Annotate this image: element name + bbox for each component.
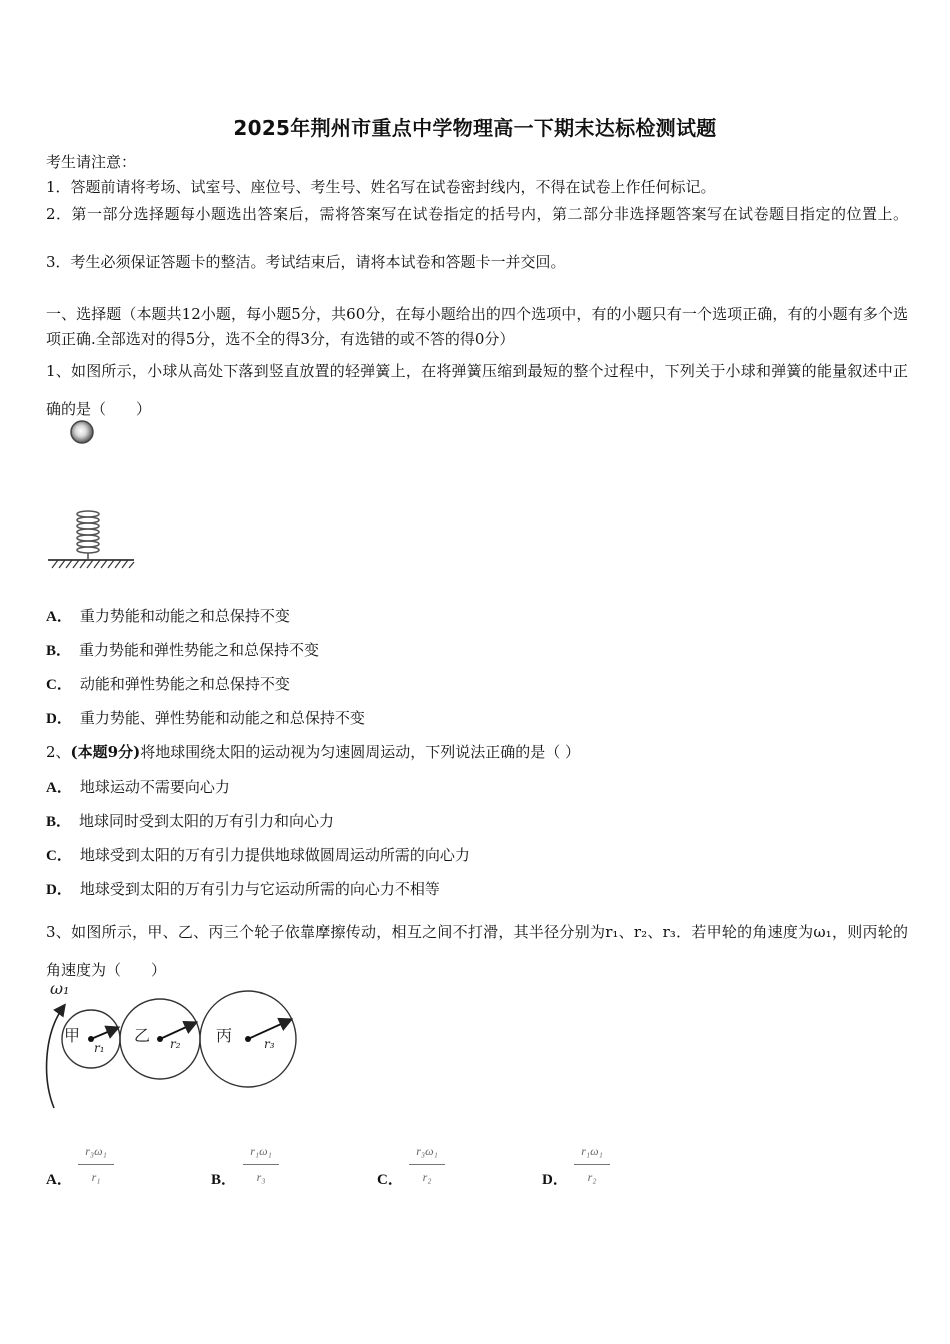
- fraction-numerator: r₁ω₁: [581, 1144, 603, 1158]
- spring-icon: [77, 511, 99, 559]
- option-label: B．: [46, 643, 72, 659]
- option-label: B．: [211, 1172, 237, 1188]
- option-label: B．: [46, 814, 72, 830]
- fraction-bar: [78, 1164, 114, 1165]
- wheel-yi: [120, 999, 200, 1079]
- option-label: A．: [46, 1172, 72, 1188]
- ball-icon: [71, 421, 93, 443]
- option-text: 地球受到太阳的万有引力与它运动所需的向心力不相等: [79, 880, 440, 898]
- q2-score: (本题9分): [70, 743, 141, 761]
- wheel-radius: r₁: [94, 1041, 105, 1055]
- option-text: 重力势能和弹性势能之和总保持不变: [79, 641, 320, 659]
- fraction-numerator: r₃ω₁: [85, 1144, 107, 1158]
- option-label: A．: [46, 780, 72, 796]
- option-label: C．: [46, 677, 72, 693]
- fraction-bar: [243, 1164, 279, 1165]
- fraction-bar: [574, 1164, 610, 1165]
- q3-option-b[interactable]: [211, 1142, 371, 1192]
- q2-number: 2、: [46, 743, 71, 761]
- q1-option-a[interactable]: [46, 606, 908, 627]
- ball-spring-figure: [44, 416, 140, 576]
- wheels-figure: [38, 978, 308, 1118]
- wheel-bing: [200, 991, 296, 1087]
- notice-heading: 考生请注意：: [46, 153, 137, 171]
- fraction-denominator: r₁: [91, 1170, 101, 1184]
- option-text: 重力势能、弹性势能和动能之和总保持不变: [79, 709, 365, 727]
- option-text: 动能和弹性势能之和总保持不变: [79, 675, 290, 693]
- option-label: D．: [46, 711, 72, 727]
- q2-option-a[interactable]: [46, 777, 908, 798]
- q2-option-d[interactable]: [46, 879, 908, 900]
- q3-option-d[interactable]: [542, 1142, 702, 1192]
- fraction-denominator: r₃: [256, 1170, 266, 1184]
- omega-label: ω₁: [50, 979, 70, 998]
- notice-item-3: 3．考生必须保证答题卡的整洁。考试结束后，请将本试卷和答题卡一并交回。: [46, 253, 566, 271]
- notice-item-2-text: 2．第一部分选择题每小题选出答案后，需将答案写在试卷指定的括号内，第二部分非选择题答案写在试卷题目指定的位置上。: [46, 205, 908, 223]
- wheel-radius: r₂: [170, 1037, 181, 1051]
- option-label: D．: [542, 1172, 568, 1188]
- q1-stem: 1、如图所示，小球从高处下落到竖直放置的轻弹簧上，在将弹簧压缩到最短的整个过程中，下列关于小球和弹簧的能量叙述中正确的是（ ）: [46, 362, 908, 418]
- notice-item-1: 1．答题前请将考场、试室号、座位号、考生号、姓名写在试卷密封线内，不得在试卷上作任何标记。: [46, 178, 716, 196]
- wheel-name: 丙: [216, 1026, 233, 1045]
- option-text: 地球同时受到太阳的万有引力和向心力: [79, 812, 335, 830]
- option-label: C．: [46, 848, 72, 864]
- option-label: C．: [377, 1172, 403, 1188]
- fraction-numerator: r₁ω₁: [250, 1144, 272, 1158]
- wheel-name: 乙: [134, 1026, 151, 1045]
- option-text: 地球运动不需要向心力: [79, 778, 230, 796]
- option-label: D．: [46, 882, 72, 898]
- fraction-bar: [409, 1164, 445, 1165]
- option-label: A．: [46, 609, 72, 625]
- q2-stem-text: 将地球围绕太阳的运动视为匀速圆周运动，下列说法正确的是（ ）: [140, 743, 580, 761]
- q2-option-b[interactable]: [46, 811, 908, 832]
- q1-option-c[interactable]: [46, 674, 908, 695]
- q1-option-d[interactable]: [46, 708, 908, 729]
- wheel-name: 甲: [64, 1026, 81, 1045]
- rotation-arrow-icon: [47, 1006, 64, 1108]
- notice-item-2: [46, 202, 908, 227]
- page-title: 2025年荆州市重点中学物理高一下期末达标检测试题: [233, 116, 717, 140]
- wheel-jia: [62, 1010, 120, 1068]
- fraction-denominator: r₂: [587, 1170, 597, 1184]
- q3-option-c[interactable]: [377, 1142, 537, 1192]
- fraction-denominator: r₂: [422, 1170, 432, 1184]
- q2-option-c[interactable]: [46, 845, 908, 866]
- section-header: 一、选择题（本题共12小题，每小题5分，共60分，在每小题给出的四个选项中，有的小题只有一个选项正确，有的小题有多个选项正确.全部选对的得5分，选不全的得3分，有选错的或不答的得0分）: [46, 305, 908, 348]
- q1-option-b[interactable]: [46, 640, 908, 661]
- wheel-radius: r₃: [264, 1037, 275, 1051]
- q3-stem: 3、如图所示，甲、乙、丙三个轮子依靠摩擦传动，相互之间不打滑，其半径分别为r₁、r₂、r₃．若甲轮的角速度为ω₁，则丙轮的角速度为（ ）: [46, 923, 908, 979]
- option-text: 重力势能和动能之和总保持不变: [79, 607, 290, 625]
- ground-icon: [48, 560, 134, 568]
- q3-option-a[interactable]: [46, 1142, 206, 1192]
- fraction-numerator: r₃ω₁: [416, 1144, 438, 1158]
- option-text: 地球受到太阳的万有引力提供地球做圆周运动所需的向心力: [79, 846, 470, 864]
- q2-stem: [46, 742, 908, 762]
